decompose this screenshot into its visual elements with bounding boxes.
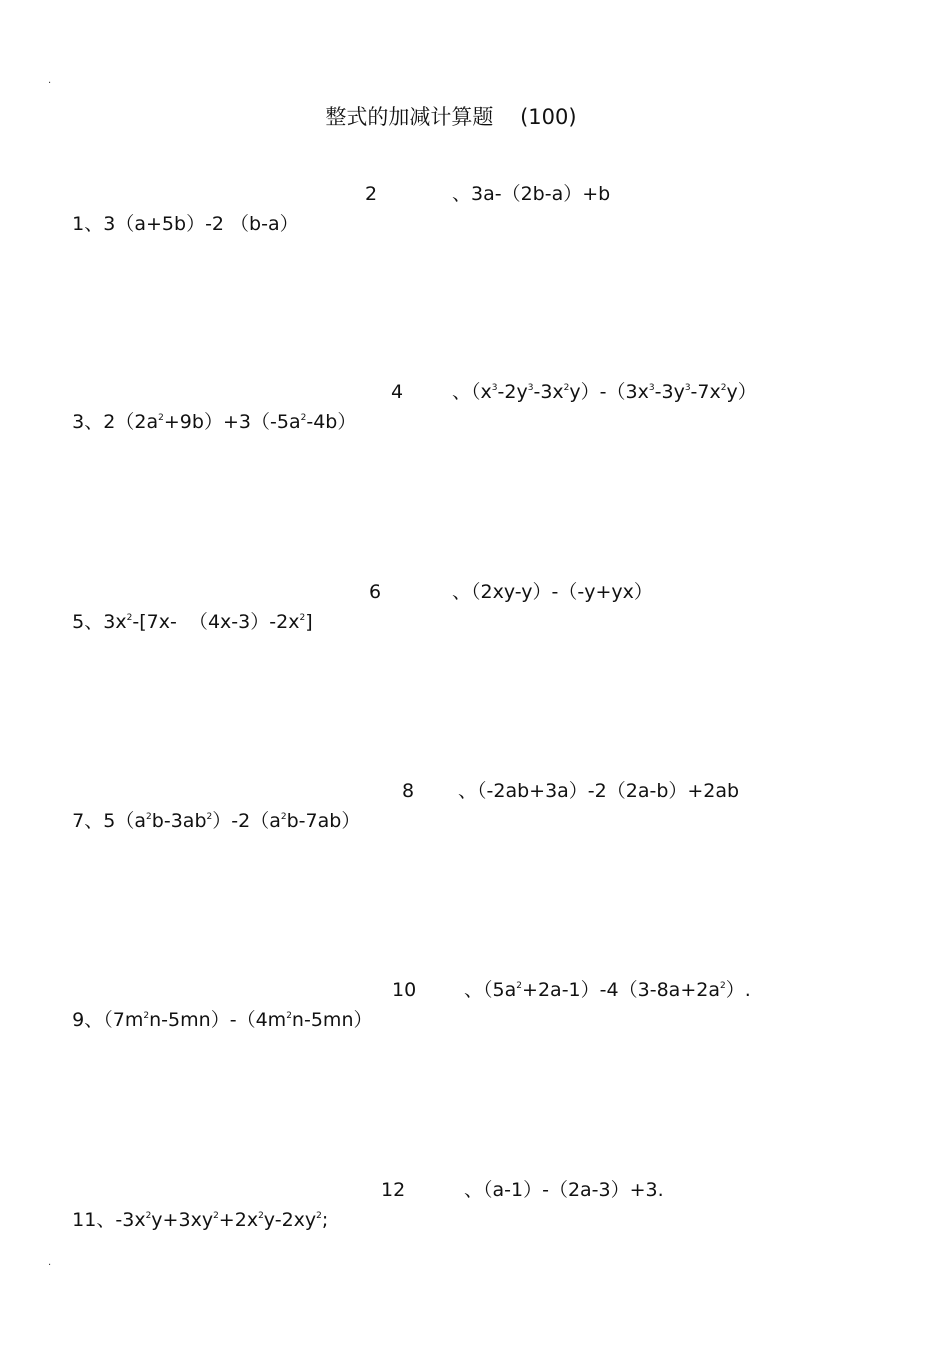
problem-row-5 <box>0 975 950 1031</box>
problem-7-expression: $5(a^2b-3ab^2)-2(a^2b-7ab)$ <box>103 810 361 832</box>
problem-1-expression: 3（a+5b）-2 （b-a） <box>103 213 299 235</box>
problem-2-expression: 、3a-（2b-a）+b <box>452 183 611 205</box>
bottom-dot: . <box>48 1257 52 1268</box>
problem-8-label: 8 <box>402 780 415 802</box>
problem-3 <box>48 377 356 467</box>
problem-9 <box>48 975 373 1065</box>
problem-12-expression: 、（a-1）-（2a-3）+3. <box>464 1179 664 1201</box>
problem-2-label: 2 <box>365 183 378 205</box>
document-title: 整式的加减计算题 (100) <box>325 105 577 129</box>
problem-4-label: 4 <box>391 381 404 403</box>
problem-5-expression: $3x^2-[7x-$ $(4x-3)-2x^2$] <box>103 611 313 633</box>
problem-row-3 <box>0 577 950 633</box>
problem-9-expression: $(7m^2n-5mn)-(4m^2n-5mn)$ <box>103 1009 373 1031</box>
problem-11-label: 11、 <box>72 1209 116 1231</box>
problem-row-2 <box>0 377 950 433</box>
problem-row-1 <box>0 179 950 235</box>
problem-1 <box>48 179 299 269</box>
problem-11 <box>48 1175 328 1265</box>
problem-row-6 <box>0 1175 950 1231</box>
problem-7-label: 7、 <box>72 810 104 832</box>
problem-3-label: 3、 <box>72 411 104 433</box>
problem-12-label: 12 <box>381 1179 406 1201</box>
top-dot: . <box>48 75 52 86</box>
problem-row-4 <box>0 776 950 832</box>
problem-10-expression: 、$(5a^2+2a-1)-4(3-8a+2a^2)$. <box>464 979 751 1001</box>
problem-3-expression: $2(2a^2+9b)+3(-5a^2-4b)$ <box>103 411 357 433</box>
problem-6-expression: 、（2xy-y）-（-y+yx） <box>452 581 653 603</box>
problem-11-expression: $-3x^2y+3xy^2+2x^2y-2xy^2$; <box>115 1209 329 1231</box>
problem-6-label: 6 <box>369 581 382 603</box>
problem-8-expression: 、（-2ab+3a）-2（2a-b）+2ab <box>458 780 740 802</box>
problem-10-label: 10 <box>392 979 417 1001</box>
problem-9-label: 9、 <box>72 1009 104 1031</box>
problem-5 <box>48 577 313 667</box>
problem-4-expression: 、$(x^3-2y^3-3x^2y)-(3x^3-3y^3-7x^2y)$ <box>452 381 757 403</box>
problem-7 <box>48 776 360 866</box>
problem-5-label: 5、 <box>72 611 104 633</box>
problem-1-label: 1、 <box>72 213 104 235</box>
